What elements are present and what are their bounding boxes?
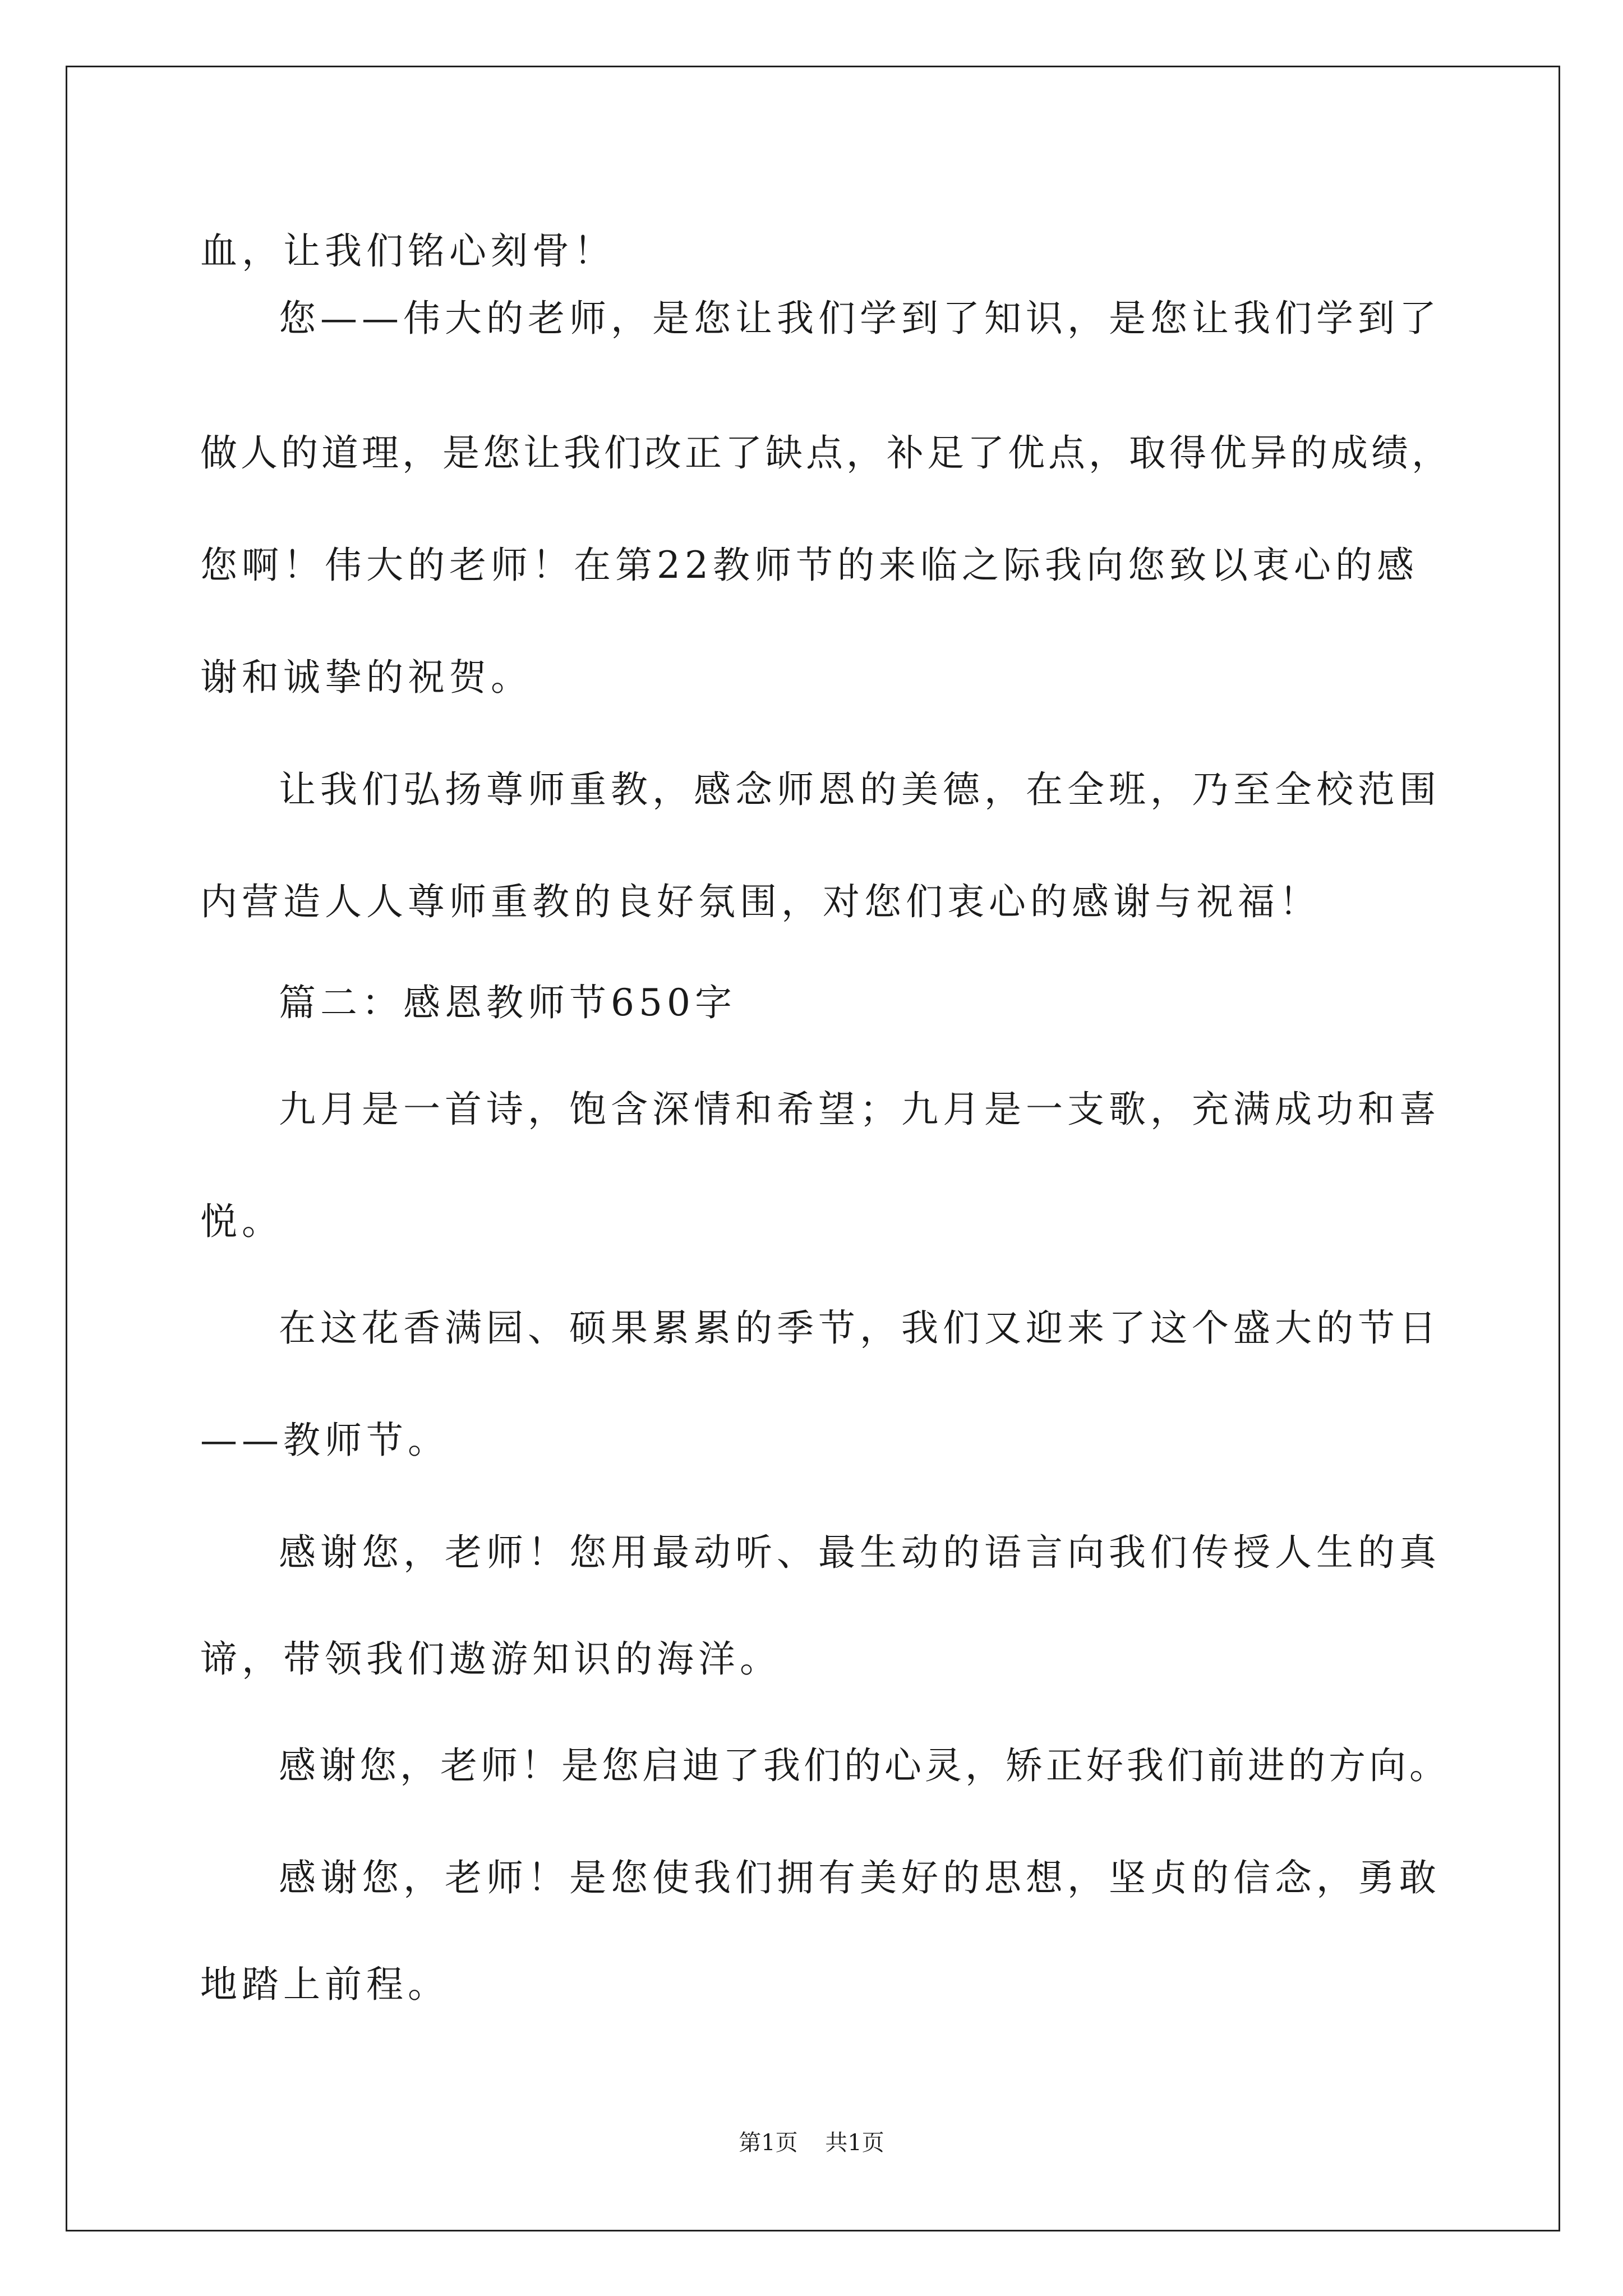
paragraph-line: 感谢您，老师！是您启迪了我们的心灵，矫正好我们前进的方向。 xyxy=(279,1744,1450,1787)
text-line: 谢和诚挚的祝贺。 xyxy=(200,656,532,699)
text-line: 您啊！伟大的老师！在第22教师节的来临之际我向您致以衷心的感 xyxy=(200,544,1418,587)
paragraph-line: 在这花香满园、硕果累累的季节，我们又迎来了这个盛大的节日 xyxy=(279,1306,1441,1350)
page-number: 第1页 xyxy=(739,2130,798,2156)
page-total: 共1页 xyxy=(825,2130,884,2156)
paragraph-line: 感谢您，老师！是您使我们拥有美好的思想，坚贞的信念，勇敢 xyxy=(279,1856,1441,1899)
text-line: ——教师节。 xyxy=(200,1419,449,1462)
paragraph-line: 让我们弘扬尊师重教，感念师恩的美德，在全班，乃至全校范围 xyxy=(279,768,1441,811)
page-footer xyxy=(0,2126,1623,2160)
text-line: 内营造人人尊师重教的良好氛围，对您们衷心的感谢与祝福！ xyxy=(200,880,1321,923)
paragraph-line: 感谢您，老师！您用最动听、最生动的语言向我们传授人生的真 xyxy=(279,1531,1441,1574)
text-line: 悦。 xyxy=(200,1200,283,1243)
text-line: 做人的道理，是您让我们改正了缺点，补足了优点，取得优异的成绩， xyxy=(200,431,1452,475)
text-line: 谛，带领我们遨游知识的海洋。 xyxy=(200,1637,781,1681)
text-line: 血，让我们铭心刻骨！ xyxy=(200,229,615,273)
paragraph-line: 您——伟大的老师，是您让我们学到了知识，是您让我们学到了 xyxy=(279,297,1441,340)
paragraph-line: 九月是一首诗，饱含深情和希望；九月是一支歌，充满成功和喜 xyxy=(279,1088,1441,1131)
section-heading: 篇二：感恩教师节650字 xyxy=(279,981,736,1024)
text-line: 地踏上前程。 xyxy=(200,1963,449,2006)
page-border xyxy=(66,66,1560,2231)
